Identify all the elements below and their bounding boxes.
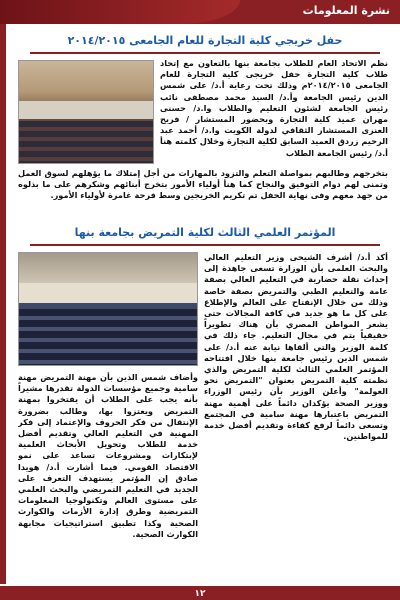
article1-headline: حفل خريجي كلية التجارة للعام الجامعى ٢٠١٤/٢٠١٥ <box>67 34 343 47</box>
footer-band <box>0 586 400 600</box>
article1-intro <box>160 58 388 166</box>
audience-rows <box>19 309 197 366</box>
article1-intro-text: نظم الاتحاد العام للطلاب بجامعة بنها بالتعاون مع إتحاد طلاب كلية التجارة حفل خريجى كلية التجارة للعام الجامعى ٢٠١٤/٢٠١٥م وذلك تحت رعاية أ.د/ على شمس الدين رئيس الجامعة وأ.د/ السيد محمد مصطفى نائب رئيس الجامعة لشئون التعليم والطلاب وا.د/ حسنى مهران عميد كلية التجارة وبحضور المستشار / فريح العنزى المستشار الثقافي لدولة الكويت وا.د/ أحمد عبد الرحيم زردق العميد السابق لكلية التجارة وخلال كلمته هنأ أ.د/ رئيس الجامعة الطلاب <box>160 58 388 158</box>
article2-left-text: وأضاف شمس الدين بأن مهنة التمريض مهنة سامية وجميع مؤسسات الدولة تقدرها مشيراً بأنه يجب على الطلاب أن يفتخروا بمهنة التمريض ويعتزوا بها، وطالب بضرورة الإنتقال من فكر الحروف والإعتماد إلى فكر المهنية في التعليم العالي وتقديم أفضل خدمة للطلاب وتحويل الأبحاث العلمية لإبتكارات ومشروعات تساعد على نمو الاقتصاد القومي. فيما أشارت أ.د/ هويدا صادق إن المؤتمر يستهدف التعرف على الجديد في التعليم التمريضي والبحث العلمي على مستوى العالم وتكنولوجيا المعلومات التمريضية وطرق إدارة الأزمات والكوارث الصحية وكذا تطبيق استراتيجيات مجابهة الكوارث الصحية. <box>18 372 198 539</box>
conference-photo <box>18 252 198 366</box>
graduation-ceremony-photo <box>18 60 154 164</box>
stage <box>19 101 153 119</box>
article1-continuation-text: بتخرجهم وطالبهم بمواصلة التعلم والتزود بالمهارات من أجل إمتلاك ما يؤهلهم لسوق العمل وتمنى لهم دوام التوفيق والنجاح كما هنأ أولياء الأمور بتخرج أبنائهم وشكرهم على ما بذلوه من جهد معهم وفى نهاية الحفل تم تكريم الخريجين وسط فرحة غامرة لأولياء الأمور. <box>18 168 388 201</box>
article1-continuation <box>18 168 388 222</box>
section-title: نشرة المعلومات <box>302 4 390 17</box>
headline-divider <box>30 52 380 54</box>
article2-headline: المؤتمر العلمي الثالث لكلية التمريض بجامعة بنها <box>74 226 336 239</box>
article2-right-text: أكد أ.د/ أشرف الشيحى وزير التعليم العالي والبحث العلمى بأن الوزارة تسعى جاهدة إلى إحداث نقلة حضارية في التعليم العالي بصفة عامة والتعليم الطبي والتمريض بصفة خاصة وذلك من خلال الإنفتاح على العالم والإطلاع على كل ما هو جديد في كافة المجالات حتى يشعر المواطن المصري بأن هناك تطويراً حقيقياً يتم في مجال التعليم. جاء ذلك في كلمة الوزير والتي ألقاها نيابة عنه أ.د/ على شمس الدين رئيس جامعة بنها خلال افتتاحه المؤتمر العلمي الثالث لكلية التمريض والذي نظمته كلية التمريض بعنوان "التمريض نحو العولمة" وأعلن الوزير بأن رئيس الوزراء ووزير الصحة يؤكدان دائماً على أهمية مهنة التمريض باعتبارها مهنة سامية في المجتمع وتسعى دائماً لرفع كفاءة وتقديم أفضل خدمة للمواطنين. <box>204 252 388 442</box>
side-ribbon <box>0 24 6 584</box>
audience-rows <box>19 121 153 164</box>
page-number: ١٢ <box>194 589 206 599</box>
header-decoration <box>0 0 240 24</box>
header-band <box>0 0 400 24</box>
article2-right-column <box>204 252 388 582</box>
article2-left-column <box>18 372 198 582</box>
stage <box>19 283 197 303</box>
headline-divider <box>30 244 380 246</box>
